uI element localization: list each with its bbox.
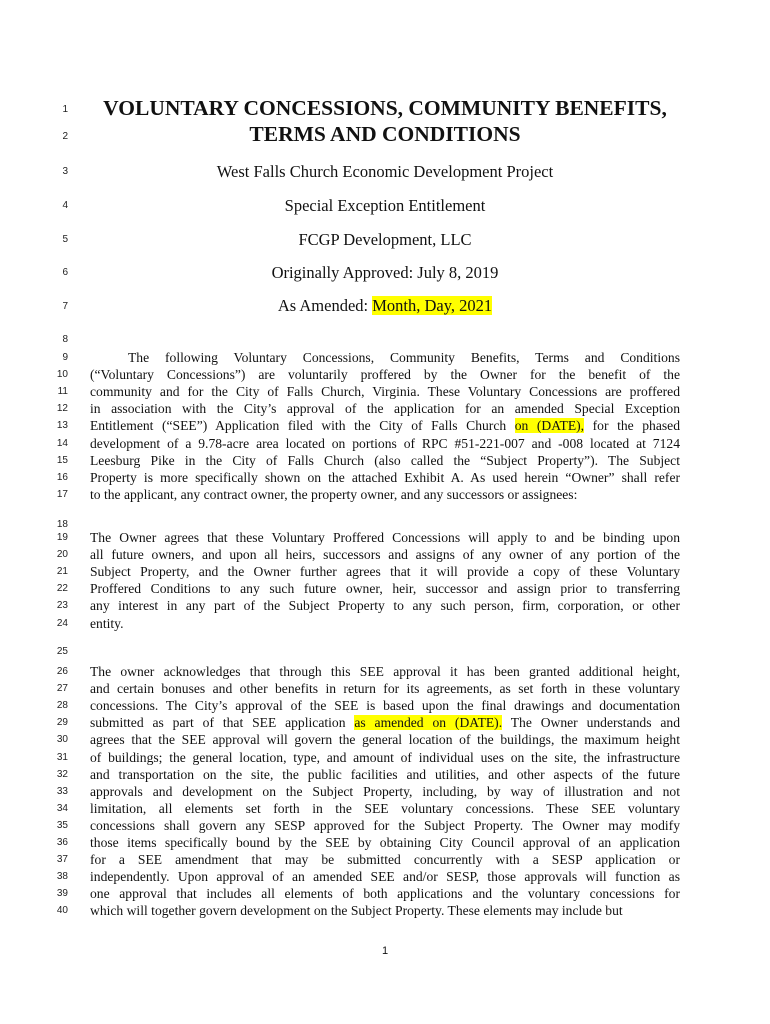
amended-label: As Amended: [277,296,373,315]
text-line: concessions shall govern any SESP approved for the Subject Property. The Owner may modify [90,817,680,833]
line-number: 4 [62,200,68,211]
line-number: 39 [56,888,68,900]
text-line: of buildings; the general location, type, and amount of individual uses on the site, the infrastructure [90,749,680,765]
text-line: approvals and development on the Subject Property, including, by way of illustration and not [90,783,680,799]
line-number: 15 [56,454,68,466]
developer-name: FCGP Development, LLC [298,230,472,249]
highlighted-date: on (DATE), [514,418,585,434]
line-number: 18 [56,519,68,530]
text-line: Subject Property, and the Owner further agrees that it will provide a copy of these Voluntary [90,564,680,580]
text-line: concessions. The City’s approval of the SEE is based upon the final drawings and documentation [90,698,680,714]
document-title-line2: TERMS AND CONDITIONS [249,122,521,146]
text-line: those items specifically bound by the SEE by obtaining City Council approval of an application [90,835,680,850]
text-line: agrees that the SEE approval will govern the general location of the buildings, the maximum height [90,732,680,748]
line-number: 26 [56,666,68,677]
line-number: 11 [57,386,68,398]
line-number: 2 [62,131,68,142]
text-line: entity. [90,615,124,631]
line-number: 29 [56,717,68,729]
text-line: (“Voluntary Concessions”) are voluntarily proffered by the Owner for the benefit of the [90,367,680,383]
line-number: 21 [56,566,68,578]
amended-date-highlight: Month, Day, 2021 [372,296,493,315]
line-number: 23 [56,600,68,612]
line-number: 24 [56,617,68,629]
line-number: 20 [56,549,68,561]
line-number: 38 [56,871,68,883]
line-number: 25 [56,646,68,657]
text-line: The owner acknowledges that through this SEE approval it has been granted additional height, [90,664,680,679]
text-line: Leesburg Pike in the City of Falls Church (also called the “Subject Property”). The Subject [90,452,680,468]
line-number: 37 [56,854,68,866]
entitlement-type: Special Exception Entitlement [284,196,486,215]
text-line: limitation, all elements set forth in the SEE voluntary concessions. These SEE voluntary [90,800,680,816]
line-number: 13 [56,420,68,432]
line-number: 12 [56,403,68,415]
approval-date: Originally Approved: July 8, 2019 [271,263,499,282]
highlighted-date: as amended on (DATE). [354,715,503,731]
project-name: West Falls Church Economic Development Project [216,162,554,181]
line-number: 30 [56,734,68,746]
line-number: 1 [62,104,68,115]
line-number: 19 [56,532,68,543]
text-line: for a SEE amendment that may be submitted concurrently with a SESP application or [90,852,680,868]
page-number: 1 [381,945,389,957]
text-line: and certain bonuses and other benefits in return for its agreements, as set forth in these voluntary [90,681,680,697]
text-segment: Entitlement (“SEE”) Application filed with the City of Falls Church [90,418,515,434]
text-line: all future owners, and upon all heirs, successors and assigns of any owner of any portion of the [90,547,680,563]
line-number: 28 [56,700,68,712]
amended-line [90,296,680,316]
line-number: 8 [62,334,68,345]
line-number: 5 [62,234,68,245]
text-line: community and for the City of Falls Church, Virginia. These Voluntary Concessions are proffered [90,384,680,400]
text-line: and transportation on the site, the public facilities and utilities, and other aspects of the future [90,766,680,782]
line-number: 35 [56,819,68,831]
text-segment: for the phased [584,418,680,434]
line-number: 22 [56,583,68,595]
text-line: Property is more specifically shown on the attached Exhibit A. As used herein “Owner” shall refer [90,469,680,485]
text-line: to the applicant, any contract owner, the property owner, and any successors or assignees: [90,486,578,502]
text-line: Proffered Conditions to any such future owner, heir, successor and assign prior to transferring [90,581,680,597]
line-number: 10 [56,369,68,381]
text-line: The following Voluntary Concessions, Community Benefits, Terms and Conditions [128,350,680,365]
line-number: 36 [56,837,68,848]
text-line: The Owner agrees that these Voluntary Proffered Concessions will apply to and be binding upon [90,530,680,545]
text-segment: submitted as part of that SEE application [90,715,355,731]
document-title-line1: VOLUNTARY CONCESSIONS, COMMUNITY BENEFITS, [103,96,667,120]
line-number: 34 [56,802,68,814]
line-number: 6 [62,267,68,278]
text-line: any interest in any part of the Subject Property to any such person, firm, corporation, or other [90,598,680,614]
line-number: 40 [56,905,68,917]
line-number: 3 [62,166,68,177]
line-number: 14 [56,437,68,449]
line-number: 33 [56,785,68,797]
text-line: which will together govern development on the Subject Property. These elements may include but [90,903,623,919]
text-line: one approval that includes all elements of both applications and the voluntary concessions for [90,886,680,902]
line-number: 7 [62,301,68,312]
text-line [90,715,680,731]
line-number: 17 [56,488,68,500]
line-number: 27 [56,683,68,695]
text-line [90,418,680,434]
text-line: development of a 9.78-acre area located on portions of RPC #51-221-007 and -008 located at 7124 [90,435,680,451]
line-number: 9 [62,352,68,363]
text-line: in association with the City’s approval of the application for an amended Special Exception [90,401,680,417]
text-segment: The Owner understands and [502,715,680,731]
line-number: 32 [56,768,68,780]
line-number: 31 [56,751,68,763]
text-line: independently. Upon approval of an amended SEE and/or SESP, those approvals will function as [90,869,680,885]
line-number: 16 [56,471,68,483]
